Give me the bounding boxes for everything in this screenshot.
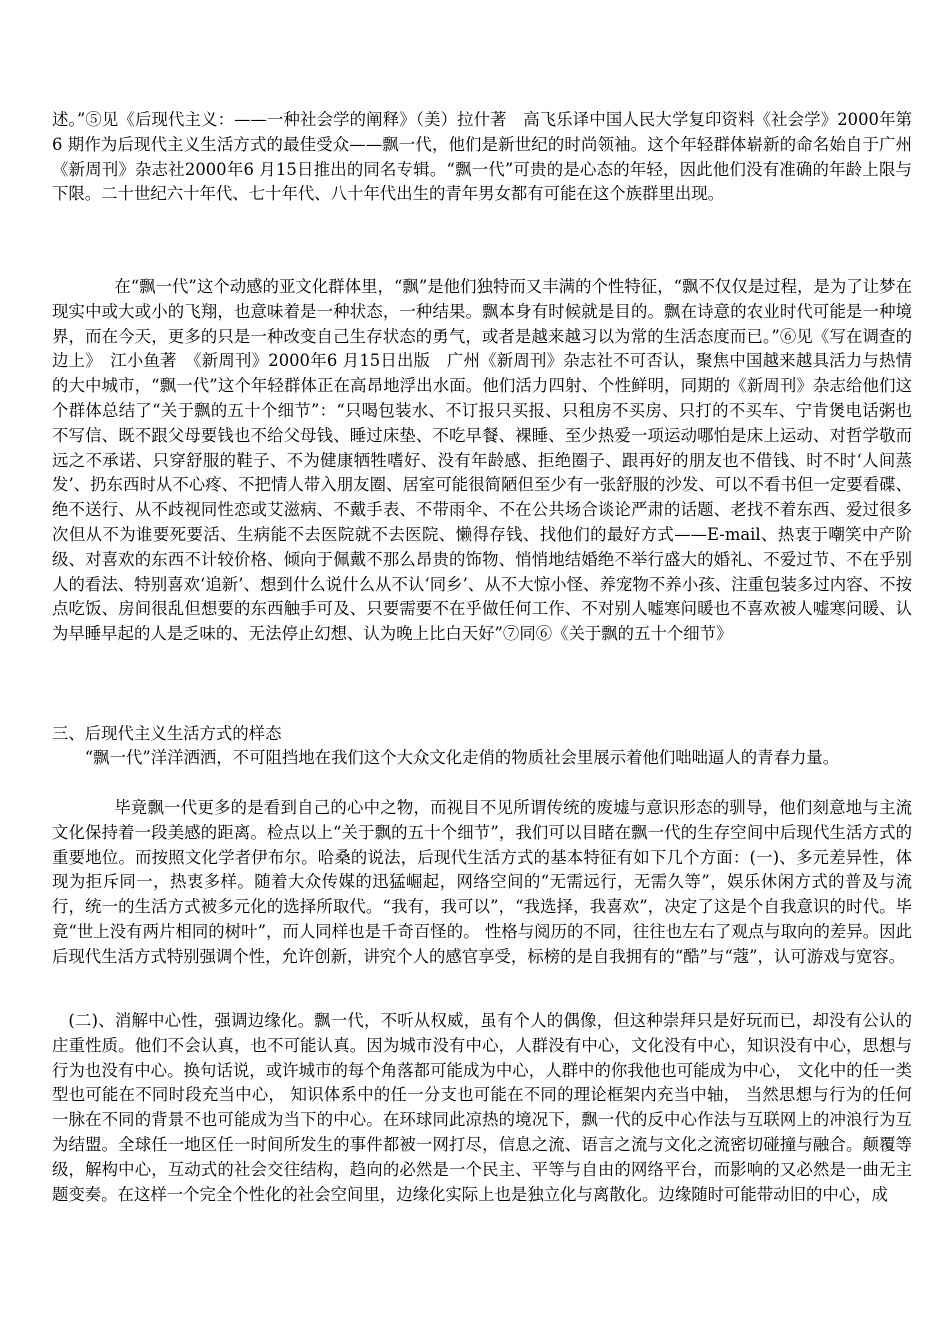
paragraph-piao-generation-details: 在“飘一代”这个动感的亚文化群体里，“飘”是他们独特而又丰满的个性特征，“飘不仅仅是过程，是为了让梦在现实中或大或小的飞翔，也意味着是一种状态，一种结果。飘本身有时候就是目的。飘在诗意的农业时代可能是一种境界，而在今天，更多的只是一种改变自己生存状态的勇气，或者是越来越习以为常的生活态度而已。”⑥见《写在调查的边上》 江小鱼著 《新周刊》2000年6 月15日出版 广州《新周刊》杂志社不可否认，聚焦中国越来越具活力与热情的大中城市，“飘一代”这个年轻群体正在高昂地浮出水面。他们活力四射、个性鲜明，同期的《新周刊》杂志给他们这个群体总结了“关于飘的五十个细节”：“只喝包装水、不订报只买报、只租房不买房、只打的不买车、宁肯煲电话粥也不写信、既不跟父母要钱也不给父母钱、睡过床垫、不吃早餐、裸睡、至少热爱一项运动哪怕是床上运动、对哲学敬而远之不承诺、只穿舒服的鞋子、不为健康牺牲嗜好、没有年龄感、拒绝圈子、跟再好的朋友也不借钱、时不时‘人间蒸发’、扔东西时从不心疼、不把情人带入朋友圈、居室可能很简陋但至少有一张舒服的沙发、可以不看书但一定要看碟、绝不送行、从不歧视同性恋或艾滋病、不戴手表、不带雨伞、不在公共场合谈论严肃的话题、老找不着东西、爱过很多次但从不为谁要死要活、生病能不去医院就不去医院、懒得存钱、找他们的最好方式——E-mail、热衷于嘲笑中产阶级、对喜欢的东西不计较价格、倾向于佩戴不那么昂贵的饰物、悄悄地结婚绝不举行盛大的婚礼、不爱过节、不在乎别人的看法、特别喜欢‘追新’、想到什么说什么从不认‘同乡’、从不大惊小怪、养宠物不养小孩、注重包装多过内容、不按点吃饭、房间很乱但想要的东西触手可及、只要需要不在乎做任何工作、不对别人嘘寒问暖也不喜欢被人嘘寒问暖、认为早睡早起的人是乏味的、无法停止幻想、认为晚上比白天好”⑦同⑥《关于飘的五十个细节》 <box>52 277 912 644</box>
paragraph-decentralization: (二)、消解中心性，强调边缘化。飘一代，不听从权威，虽有个人的偶像，但这种崇拜只是好玩而已，却没有公认的庄重性质。他们不会认真，也不可能认真。因为城市没有中心，人群没有中心，文化没有中心，知识没有中心，思想与行为也没有中心。换句话说，或许城市的每个角落都可能成为中心，人群中的你我他也可能成为中心， 文化中的任一类型也可能在不同时段充当中心， 知识体系中的任一分支也可能在不同的理论框架内充当中轴， 当然思想与行为的任何一脉在不同的背景不也可能成为当下的中心。在环球同此凉热的境况下，飘一代的反中心作法与互联网上的冲浪行为互为结盟。全球任一地区任一时间所发生的事件都被一网打尽，信息之流、语言之流与文化之流密切碰撞与融合。颠覆等级，解构中心，互动式的社会交往结构，趋向的必然是一个民主、平等与自由的网络平台，而影响的又必然是一曲无主题变奏。在这样一个完全个性化的社会空间里，边缘化实际上也是独立化与离散化。边缘随时可能带动旧的中心，成 <box>52 1011 912 1204</box>
paragraph-intro-continuation: 述。”⑤见《后现代主义：——一种社会学的阐释》（美）拉什著 高飞乐译中国人民大学复印资料《社会学》2000年第6 期作为后现代主义生活方式的最佳受众——飘一代，他们是新世纪的时尚领袖。这个年轻群体崭新的命名始自于广州《新周刊》杂志社2000年6 月15日推出的同名专辑。“飘一代”可贵的是心态的年轻，因此他们没有准确的年龄上限与下限。二十世纪六十年代、七十年代、八十年代出生的青年男女都有可能在这个族群里出现。 <box>52 110 912 204</box>
paragraph-piao-generation-energy: “飘一代”洋洋洒洒，不可阻挡地在我们这个大众文化走俏的物质社会里展示着他们咄咄逼人的青春力量。 <box>84 748 840 767</box>
paragraph-diversity: 毕竟飘一代更多的是看到自己的心中之物，而视目不见所谓传统的废墟与意识形态的驯导，他们刻意地与主流文化保持着一段美感的距离。检点以上“关于飘的五十个细节”，我们可以目睹在飘一代的生存空间中后现代生活方式的重要地位。而按照文化学者伊布尔。哈桑的说法，后现代生活方式的基本特征有如下几个方面：(一)、多元差异性，体现为拒斥同一，热衷多样。随着大众传媒的迅猛崛起，网络空间的“无需远行，无需久等”，娱乐休闲方式的普及与流行，统一的生活方式被多元化的选择所取代。“我有，我可以”，“我选择，我喜欢”，决定了这是个自我意识的时代。毕竟“世上没有两片相同的树叶”，而人同样也是千奇百怪的。 性格与阅历的不同，往往也左右了观点与取向的差异。因此后现代生活方式特别强调个性，允许创新，讲究个人的感官享受，标榜的是自我拥有的“酷”与“蔻”，认可游戏与宽容。 <box>52 798 912 966</box>
section-heading-lifestyle-forms: 三、后现代主义生活方式的样态 <box>52 724 282 743</box>
